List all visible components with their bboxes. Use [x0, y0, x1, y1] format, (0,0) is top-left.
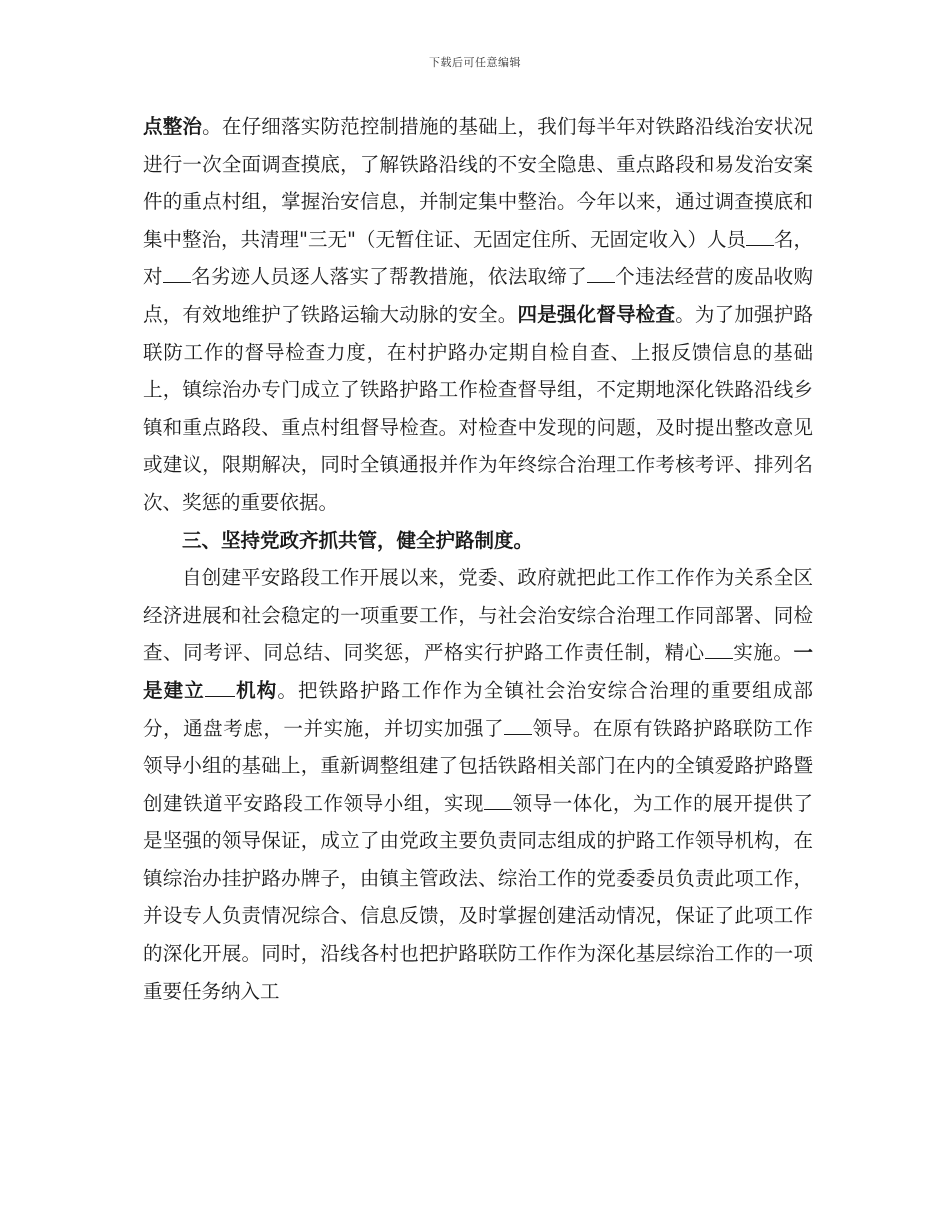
- paragraph-1: [143, 108, 813, 522]
- bold-phrase: 一是建立: [143, 641, 813, 702]
- blank-underline: [205, 680, 235, 697]
- blank-underline: [484, 793, 512, 810]
- paragraph-text: 自创建平安路段工作开展以来，党委、政府就把此工作工作作为关系全区经济进展和社会稳定的一项重要工作，与社会治安综合治理工作同部署、同检查、同考评、同总结、同奖惩，严格实行护路工作责任制，精心: [143, 566, 813, 665]
- blank-underline: [705, 642, 733, 659]
- document-body: [143, 108, 813, 1010]
- bold-phrase: 机构: [234, 678, 278, 702]
- section-heading: 三、坚持党政齐抓共管，健全护路制度。: [182, 528, 534, 552]
- paragraph-text: 实施。: [732, 641, 794, 665]
- page-header: 下载后可任意编辑: [429, 56, 521, 69]
- paragraph-text: 领导一体化，为工作的展开提供了是坚强的领导保证，成立了由党政主要负责同志组成的护路工作领导机构，在镇综治办挂护路办牌子，由镇主管政法、综治工作的党委委员负责此项工作，并设专人负责情况综合、信息反馈，及时掌握创建活动情况，保证了此项工作的深化开展。同时，沿线各村也把护路联防工作作为深化基层综治工作的一项重要任务纳入工: [143, 791, 813, 1003]
- blank-underline: [504, 718, 532, 735]
- paragraph-text: 名劣迹人员逐人落实了帮教措施，依法取缔了: [190, 265, 588, 289]
- bold-phrase: 四是强化督导检查: [517, 302, 676, 326]
- bold-phrase: 点整治: [143, 115, 203, 138]
- paragraph-text: 。把铁路护路工作作为全镇社会治安综合治理的重要组成部分，通盘考虑，一并实施，并切实加强了: [143, 678, 813, 740]
- paragraph-text: 领导。在原有铁路护路联防工作领导小组的基础上，重新调整组建了包括铁路相关部门在内的全镇爱路护路暨创建铁道平安路段工作领导小组，实现: [143, 716, 813, 815]
- blank-underline: [163, 266, 191, 283]
- paragraph-text: 。在仔细落实防范控制措施的基础上，我们每半年对铁路沿线治安状况进行一次全面调查摸底，了解铁路沿线的不安全隐患、重点路段和易发治安案件的重点村组，掌握治安信息，并制定集中整治。今年以来，通过调查摸底和集中整治，共清理"三无"（无暂住证、无固定住所、无固定收入）人员: [143, 115, 813, 251]
- blank-underline: [587, 266, 615, 283]
- paragraph-text: 名，对: [143, 227, 813, 289]
- paragraph-text: 。为了加强护路联防工作的督导检查力度，在村护路办定期自检自查、上报反馈信息的基础上，镇综治办专门成立了铁路护路工作检查督导组，不定期地深化铁路沿线乡镇和重点路段、重点村组督导检查。对检查中发现的问题，及时提出整改意见或建议，限期解决，同时全镇通报并作为年终综合治理工作考核考评、排列名次、奖惩的重要依据。: [143, 302, 813, 514]
- paragraph-2: [143, 559, 813, 1010]
- blank-underline: [746, 229, 774, 246]
- paragraph-text: 个违法经营的废品收购点，有效地维护了铁路运输大动脉的安全。: [143, 265, 813, 326]
